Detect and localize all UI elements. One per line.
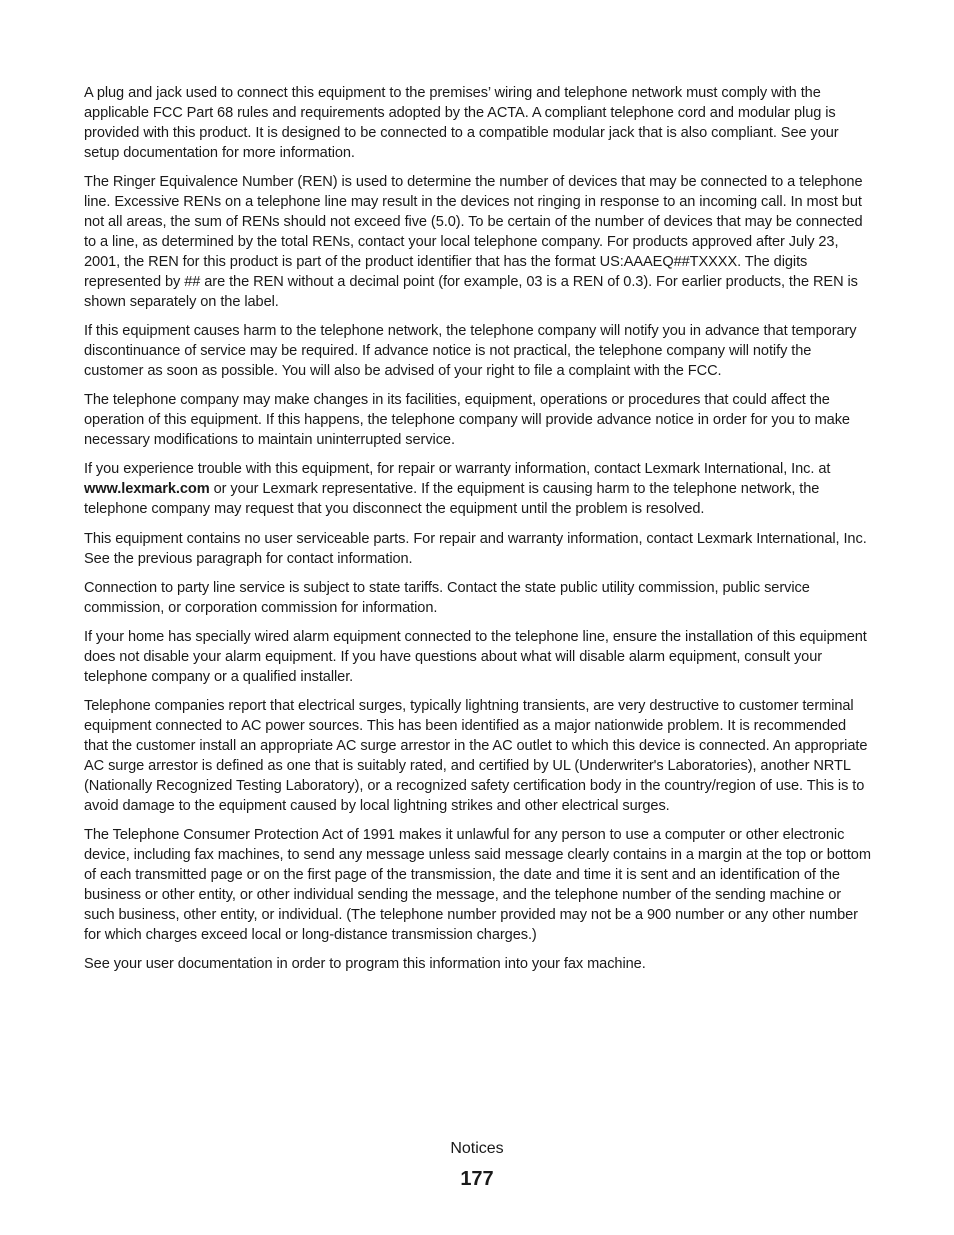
repair-contact-text-start: If you experience trouble with this equipment, for repair or warranty information, contact Lexmark International, Inc. at: [84, 461, 831, 478]
paragraph-ringer-equivalence: The Ringer Equivalence Number (REN) is used to determine the number of devices that may be connected to a telephone line. Excessive RENs on a telephone line may result in the devices not ringing in response to an incoming call. In most but not all areas, the sum of RENs should not exceed five (5.0). To be certain of the number of devices that may be connected to a line, as determined by the total RENs, contact your local telephone company. For products approved after July 23, 2001, the REN for this product is part of the product identifier that has the format US:AAAEQ##TXXXX. The digits represented by ## are the REN without a decimal point (for example, 03 is a REN of 0.3). For earlier products, the REN is shown separately on the label.: [84, 174, 863, 310]
paragraph-no-serviceable-parts: This equipment contains no user serviceable parts. For repair and warranty information, contact Lexmark International, Inc. See the previous paragraph for contact information.: [84, 530, 867, 567]
paragraph-party-line: Connection to party line service is subject to state tariffs. Contact the state public utility commission, public service commission, or corporation commission for information.: [84, 579, 810, 616]
paragraph-fax-programming: See your user documentation in order to program this information into your fax machine.: [84, 956, 646, 973]
paragraph-repair-contact: [84, 460, 872, 520]
footer-section-title: Notices: [450, 1140, 504, 1157]
page-number: 177: [460, 1168, 494, 1190]
paragraph-network-harm: If this equipment causes harm to the telephone network, the telephone company will notify you in advance that temporary discontinuance of service may be required. If advance notice is not practical, the telephone company will notify the customer as soon as possible. You will also be advised of your right to file a complaint with the FCC.: [84, 322, 857, 379]
paragraph-facility-changes: The telephone company may make changes in its facilities, equipment, operations or procedures that could affect the operation of this equipment. If this happens, the telephone company will provide advance notice in order for you to make necessary modifications to maintain uninterrupted service.: [84, 392, 850, 448]
document-body: [84, 84, 872, 985]
lexmark-website-link[interactable]: www.lexmark.com: [84, 481, 210, 498]
paragraph-consumer-protection-act: The Telephone Consumer Protection Act of 1991 makes it unlawful for any person to use a computer or other electronic device, including fax machines, to send any message unless said message clearly contains in a margin at the top or bottom of each transmitted page or on the first page of the transmission, the date and time it is sent and an identification of the business or other entity, or other individual sending the message, and the telephone number of the sending machine or such business, other entity, or individual. (The telephone number provided may not be a 900 number or any other number for which charges exceed local or long-distance transmission charges.): [84, 827, 871, 943]
paragraph-electrical-surges: Telephone companies report that electrical surges, typically lightning transients, are very destructive to customer terminal equipment connected to AC power sources. This has been identified as a major nationwide problem. It is recommended that the customer install an appropriate AC surge arrestor in the AC outlet to which this device is connected. An appropriate AC surge arrestor is defined as one that is suitably rated, and certified by UL (Underwriter's Laboratories), another NRTL (Nationally Recognized Testing Laboratory), or a recognized safety certification body in the country/region of use. This is to avoid damage to the equipment caused by local lightning strikes and other electrical surges.: [84, 698, 868, 814]
paragraph-alarm-equipment: If your home has specially wired alarm equipment connected to the telephone line, ensure the installation of this equipment does not disable your alarm equipment. If you have questions about what will disable alarm equipment, consult your telephone company or a qualified installer.: [84, 629, 867, 686]
repair-contact-text-end: or your Lexmark representative. If the equipment is causing harm to the telephone network, the telephone company may request that you disconnect the equipment until the problem is resolved.: [84, 481, 820, 518]
paragraph-fcc-plug-jack: A plug and jack used to connect this equipment to the premises’ wiring and telephone network must comply with the applicable FCC Part 68 rules and requirements adopted by the ACTA. A compliant telephone cord and modular plug is provided with this product. It is designed to be connected to a compatible modular jack that is also compliant. See your setup documentation for more information.: [84, 85, 839, 161]
